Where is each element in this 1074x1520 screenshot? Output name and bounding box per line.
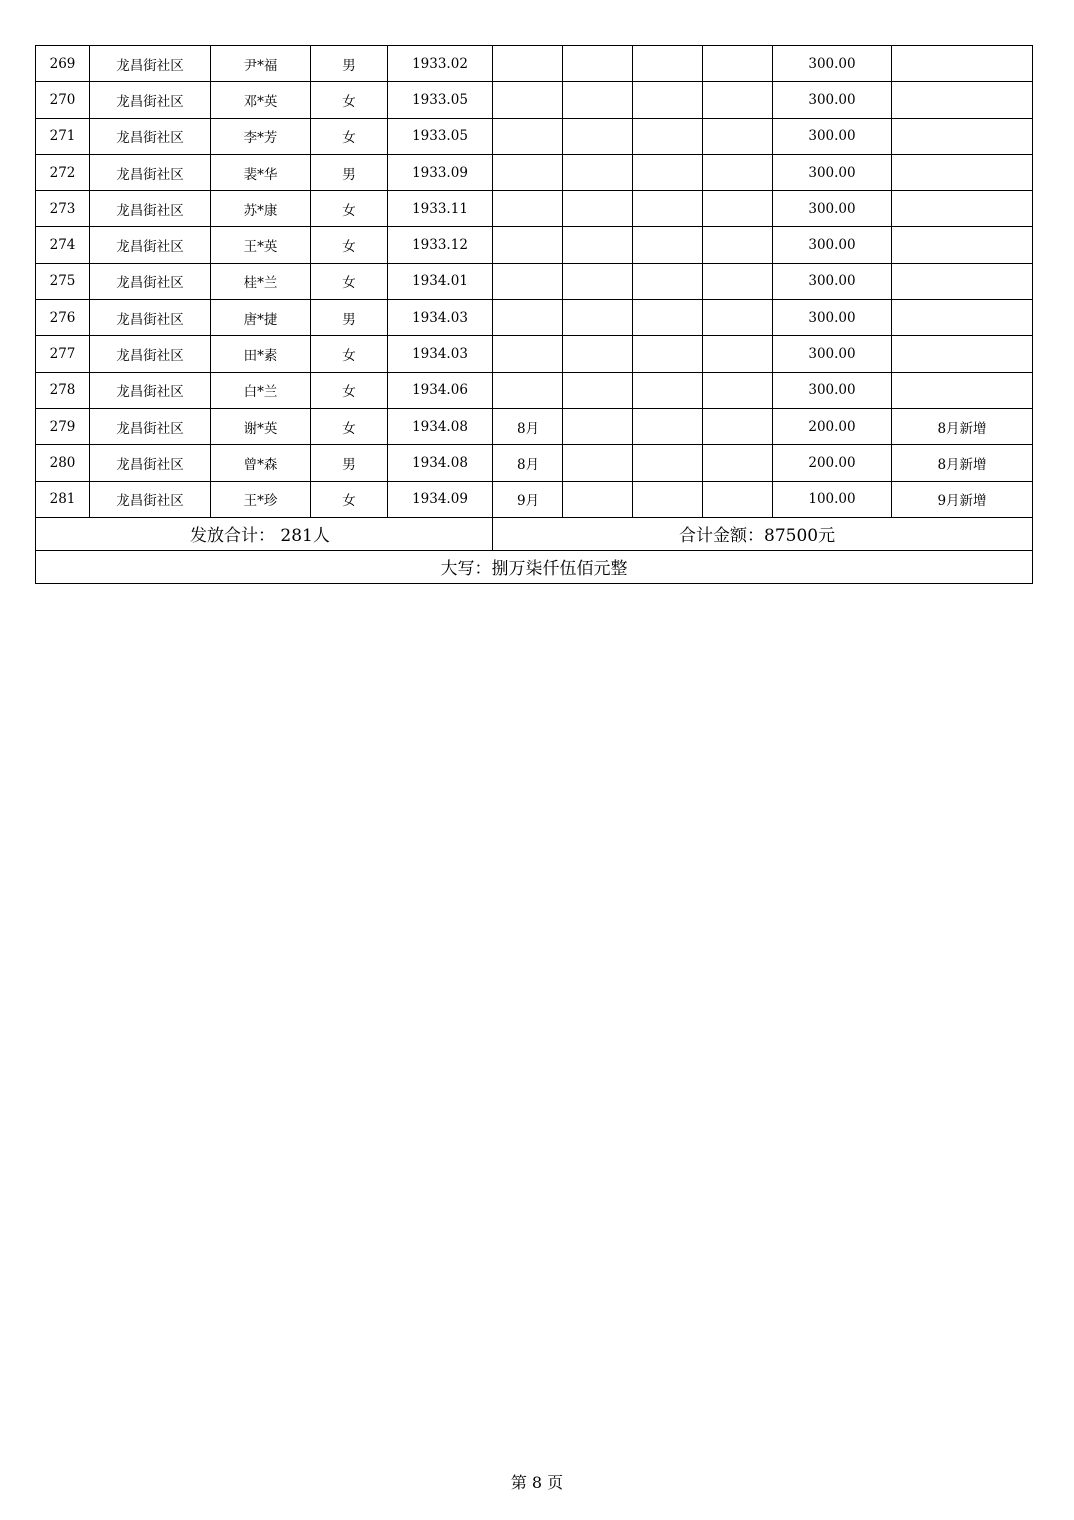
- cell-community: 龙昌街社区: [90, 118, 211, 154]
- cell-number: 270: [36, 82, 90, 118]
- cell-name: 邓*英: [211, 82, 311, 118]
- cell-amount: 300.00: [773, 82, 892, 118]
- cell-empty: [563, 191, 633, 227]
- cell-amount: 200.00: [773, 445, 892, 481]
- cell-start-month: [493, 154, 563, 190]
- table-row: [36, 118, 1033, 154]
- cell-empty: [633, 445, 703, 481]
- cell-start-month: [493, 191, 563, 227]
- cell-number: 274: [36, 227, 90, 263]
- cell-number: 275: [36, 263, 90, 299]
- cell-empty: [703, 481, 773, 517]
- cell-gender: 男: [311, 46, 388, 82]
- cell-birth-date: 1934.09: [388, 481, 493, 517]
- cell-amount: 300.00: [773, 263, 892, 299]
- cell-gender: 女: [311, 263, 388, 299]
- cell-name: 谢*英: [211, 408, 311, 444]
- cell-gender: 女: [311, 481, 388, 517]
- cell-name: 白*兰: [211, 372, 311, 408]
- cell-empty: [633, 154, 703, 190]
- cell-birth-date: 1934.08: [388, 408, 493, 444]
- table-body: [36, 46, 1033, 584]
- cell-gender: 女: [311, 118, 388, 154]
- cell-number: 280: [36, 445, 90, 481]
- cell-note: 8月新增: [892, 408, 1033, 444]
- cell-name: 唐*捷: [211, 300, 311, 336]
- table-row: [36, 191, 1033, 227]
- cell-empty: [633, 46, 703, 82]
- cell-number: 279: [36, 408, 90, 444]
- cell-number: 278: [36, 372, 90, 408]
- cell-amount: 300.00: [773, 372, 892, 408]
- cell-name: 曾*森: [211, 445, 311, 481]
- cell-community: 龙昌街社区: [90, 445, 211, 481]
- cell-community: 龙昌街社区: [90, 154, 211, 190]
- cell-note: [892, 336, 1033, 372]
- cell-amount: 300.00: [773, 46, 892, 82]
- table-row: [36, 408, 1033, 444]
- cell-empty: [703, 154, 773, 190]
- allowance-table: [35, 45, 1033, 584]
- cell-note: 8月新增: [892, 445, 1033, 481]
- cell-empty: [703, 445, 773, 481]
- cell-amount: 300.00: [773, 118, 892, 154]
- cell-gender: 女: [311, 191, 388, 227]
- cell-empty: [563, 154, 633, 190]
- cell-amount: 100.00: [773, 481, 892, 517]
- cell-birth-date: 1934.03: [388, 336, 493, 372]
- cell-gender: 男: [311, 445, 388, 481]
- cell-empty: [703, 408, 773, 444]
- cell-empty: [703, 82, 773, 118]
- cell-name: 苏*康: [211, 191, 311, 227]
- cell-gender: 女: [311, 336, 388, 372]
- total-count-cell: 发放合计： 281人: [36, 517, 493, 550]
- cell-empty: [563, 227, 633, 263]
- cell-birth-date: 1933.12: [388, 227, 493, 263]
- page-number: 第 8 页: [510, 1473, 564, 1492]
- amount-in-words-row: [36, 550, 1033, 583]
- cell-name: 裴*华: [211, 154, 311, 190]
- cell-empty: [703, 118, 773, 154]
- cell-community: 龙昌街社区: [90, 372, 211, 408]
- cell-name: 王*英: [211, 227, 311, 263]
- cell-name: 田*素: [211, 336, 311, 372]
- cell-number: 271: [36, 118, 90, 154]
- table-row: [36, 82, 1033, 118]
- cell-start-month: [493, 336, 563, 372]
- cell-name: 王*珍: [211, 481, 311, 517]
- cell-gender: 女: [311, 227, 388, 263]
- cell-community: 龙昌街社区: [90, 263, 211, 299]
- cell-community: 龙昌街社区: [90, 46, 211, 82]
- cell-note: [892, 82, 1033, 118]
- cell-empty: [563, 118, 633, 154]
- cell-note: 9月新增: [892, 481, 1033, 517]
- cell-community: 龙昌街社区: [90, 300, 211, 336]
- cell-number: 273: [36, 191, 90, 227]
- cell-amount: 300.00: [773, 336, 892, 372]
- cell-community: 龙昌街社区: [90, 336, 211, 372]
- cell-empty: [633, 372, 703, 408]
- cell-start-month: 9月: [493, 481, 563, 517]
- table-row: [36, 445, 1033, 481]
- cell-gender: 男: [311, 300, 388, 336]
- cell-empty: [563, 481, 633, 517]
- cell-community: 龙昌街社区: [90, 82, 211, 118]
- cell-birth-date: 1933.05: [388, 118, 493, 154]
- cell-start-month: [493, 118, 563, 154]
- cell-note: [892, 372, 1033, 408]
- cell-empty: [633, 408, 703, 444]
- cell-note: [892, 227, 1033, 263]
- table-row: [36, 227, 1033, 263]
- cell-empty: [703, 46, 773, 82]
- table-row: [36, 46, 1033, 82]
- cell-empty: [633, 481, 703, 517]
- cell-empty: [563, 300, 633, 336]
- cell-number: 281: [36, 481, 90, 517]
- cell-gender: 男: [311, 154, 388, 190]
- cell-community: 龙昌街社区: [90, 408, 211, 444]
- cell-start-month: [493, 263, 563, 299]
- cell-empty: [563, 336, 633, 372]
- table-row: [36, 336, 1033, 372]
- cell-empty: [633, 82, 703, 118]
- cell-community: 龙昌街社区: [90, 481, 211, 517]
- cell-name: 李*芳: [211, 118, 311, 154]
- cell-amount: 300.00: [773, 227, 892, 263]
- cell-empty: [633, 336, 703, 372]
- cell-birth-date: 1933.09: [388, 154, 493, 190]
- cell-note: [892, 263, 1033, 299]
- cell-empty: [633, 191, 703, 227]
- cell-birth-date: 1933.02: [388, 46, 493, 82]
- cell-number: 276: [36, 300, 90, 336]
- table-row: [36, 300, 1033, 336]
- cell-number: 272: [36, 154, 90, 190]
- table-row: [36, 263, 1033, 299]
- cell-empty: [703, 227, 773, 263]
- cell-note: [892, 118, 1033, 154]
- cell-empty: [563, 408, 633, 444]
- cell-empty: [703, 336, 773, 372]
- cell-start-month: [493, 82, 563, 118]
- cell-community: 龙昌街社区: [90, 191, 211, 227]
- cell-empty: [563, 445, 633, 481]
- cell-amount: 300.00: [773, 300, 892, 336]
- cell-birth-date: 1934.01: [388, 263, 493, 299]
- table-row: [36, 372, 1033, 408]
- cell-empty: [633, 263, 703, 299]
- cell-start-month: [493, 372, 563, 408]
- cell-amount: 200.00: [773, 408, 892, 444]
- cell-birth-date: 1933.11: [388, 191, 493, 227]
- cell-name: 尹*福: [211, 46, 311, 82]
- cell-empty: [563, 82, 633, 118]
- amount-in-words-cell: 大写：捌万柒仟伍佰元整: [36, 550, 1033, 583]
- cell-empty: [703, 300, 773, 336]
- cell-empty: [633, 227, 703, 263]
- cell-note: [892, 300, 1033, 336]
- cell-start-month: 8月: [493, 445, 563, 481]
- cell-empty: [703, 263, 773, 299]
- cell-community: 龙昌街社区: [90, 227, 211, 263]
- total-amount-cell: 合计金额：87500元: [493, 517, 1033, 550]
- cell-start-month: [493, 46, 563, 82]
- cell-empty: [703, 372, 773, 408]
- cell-empty: [703, 191, 773, 227]
- cell-empty: [633, 300, 703, 336]
- cell-empty: [563, 263, 633, 299]
- cell-amount: 300.00: [773, 191, 892, 227]
- cell-empty: [563, 46, 633, 82]
- table-row: [36, 154, 1033, 190]
- cell-birth-date: 1933.05: [388, 82, 493, 118]
- cell-birth-date: 1934.08: [388, 445, 493, 481]
- cell-start-month: [493, 300, 563, 336]
- cell-note: [892, 154, 1033, 190]
- cell-name: 桂*兰: [211, 263, 311, 299]
- cell-birth-date: 1934.06: [388, 372, 493, 408]
- table-row: [36, 481, 1033, 517]
- cell-start-month: 8月: [493, 408, 563, 444]
- cell-birth-date: 1934.03: [388, 300, 493, 336]
- cell-number: 277: [36, 336, 90, 372]
- cell-note: [892, 191, 1033, 227]
- cell-empty: [563, 372, 633, 408]
- cell-number: 269: [36, 46, 90, 82]
- cell-amount: 300.00: [773, 154, 892, 190]
- cell-gender: 女: [311, 408, 388, 444]
- cell-start-month: [493, 227, 563, 263]
- cell-gender: 女: [311, 82, 388, 118]
- cell-note: [892, 46, 1033, 82]
- cell-empty: [633, 118, 703, 154]
- cell-gender: 女: [311, 372, 388, 408]
- summary-row: [36, 517, 1033, 550]
